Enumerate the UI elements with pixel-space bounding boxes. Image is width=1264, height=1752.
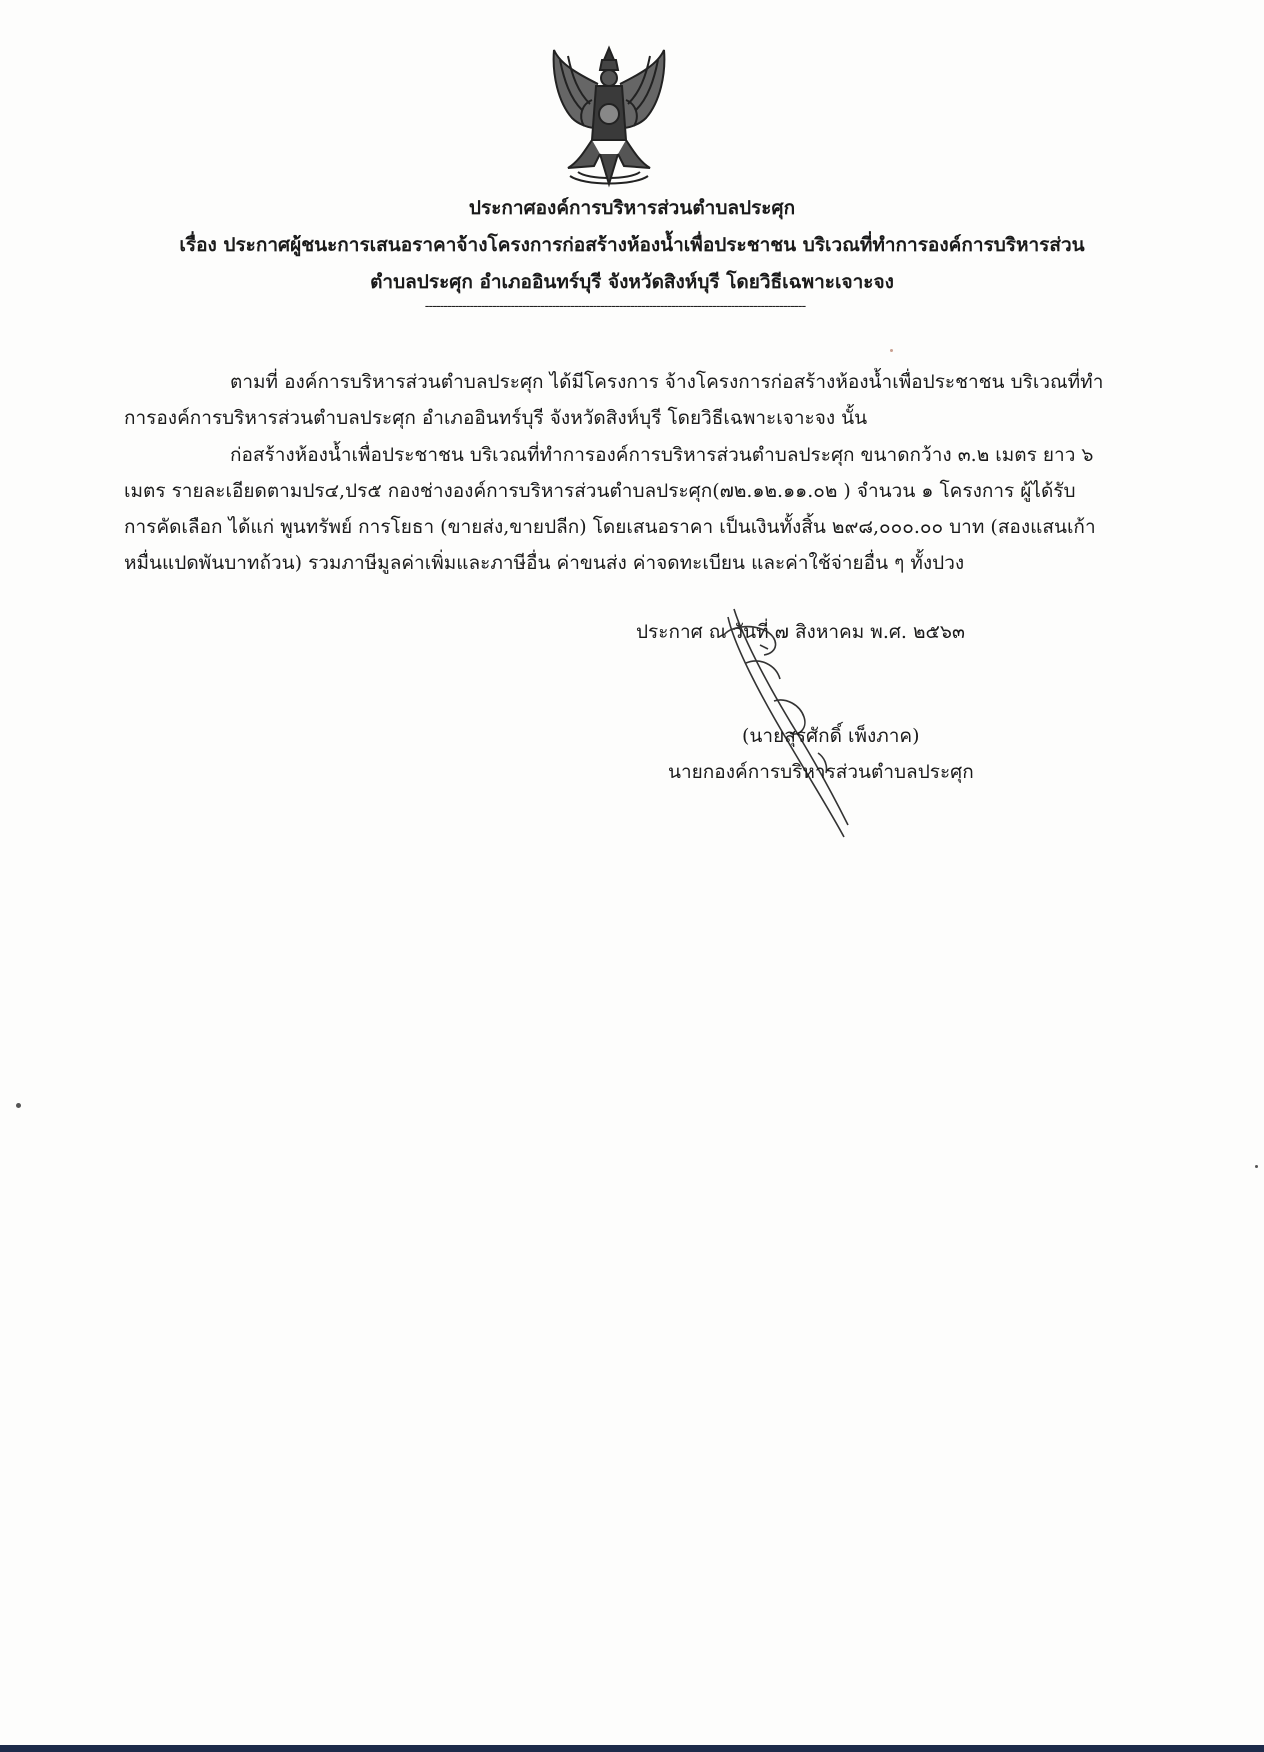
scan-speck <box>16 1103 21 1108</box>
header-divider: ------------------------------------------------------------------------------------------------------ <box>424 298 806 314</box>
scan-speck <box>890 349 893 352</box>
paragraph-2-line-4: หมื่นแปดพันบาทถ้วน) รวมภาษีมูลค่าเพิ่มและภาษีอื่น ค่าขนส่ง ค่าจดทะเบียน และค่าใช้จ่ายอื่น ๆ ทั้งปวง <box>124 552 965 574</box>
announcement-subject-line-1: เรื่อง ประกาศผู้ชนะการเสนอราคาจ้างโครงการก่อสร้างห้องน้ำเพื่อประชาชน บริเวณที่ทำการองค์การบริหารส่วน <box>179 234 1085 256</box>
paragraph-1-line-2: การองค์การบริหารส่วนตำบลประศุก อำเภออินทร์บุรี จังหวัดสิงห์บุรี โดยวิธีเฉพาะเจาะจง นั้น <box>124 407 868 429</box>
paragraph-2-line-1: ก่อสร้างห้องน้ำเพื่อประชาชน บริเวณที่ทำการองค์การบริหารส่วนตำบลประศุก ขนาดกว้าง ๓.๒ เมตร ยาว ๖ <box>230 444 1094 466</box>
announcement-date: ประกาศ ณ วันที่ ๗ สิงหาคม พ.ศ. ๒๕๖๓ <box>636 621 965 643</box>
paragraph-2-line-3: การคัดเลือก ได้แก่ พูนทรัพย์ การโยธา (ขายส่ง,ขายปลีก) โดยเสนอราคา เป็นเงินทั้งสิ้น ๒๙๘,๐๐๐.๐๐ บาท (สองแสนเก้า <box>124 516 1096 538</box>
signatory-position: นายกองค์การบริหารส่วนตำบลประศุก <box>668 761 974 783</box>
scan-speck <box>1255 1165 1258 1168</box>
scan-bottom-edge <box>0 1745 1264 1752</box>
garuda-emblem-icon <box>548 44 670 190</box>
announcement-title: ประกาศองค์การบริหารส่วนตำบลประศุก <box>468 197 796 219</box>
announcement-subject-line-2: ตำบลประศุก อำเภออินทร์บุรี จังหวัดสิงห์บุรี โดยวิธีเฉพาะเจาะจง <box>370 271 894 293</box>
paragraph-2-line-2: เมตร รายละเอียดตามปร๔,ปร๕ กองช่างองค์การบริหารส่วนตำบลประศุก(๗๒.๑๒.๑๑.๐๒ ) จำนวน ๑ โครงการ ผู้ได้รับ <box>124 480 1076 502</box>
signatory-name: (นายสุรศักดิ์ เพ็งภาค) <box>742 725 920 747</box>
paragraph-1-line-1: ตามที่ องค์การบริหารส่วนตำบลประศุก ได้มีโครงการ จ้างโครงการก่อสร้างห้องน้ำเพื่อประชาชน บริเวณที่ทำ <box>230 371 1104 393</box>
